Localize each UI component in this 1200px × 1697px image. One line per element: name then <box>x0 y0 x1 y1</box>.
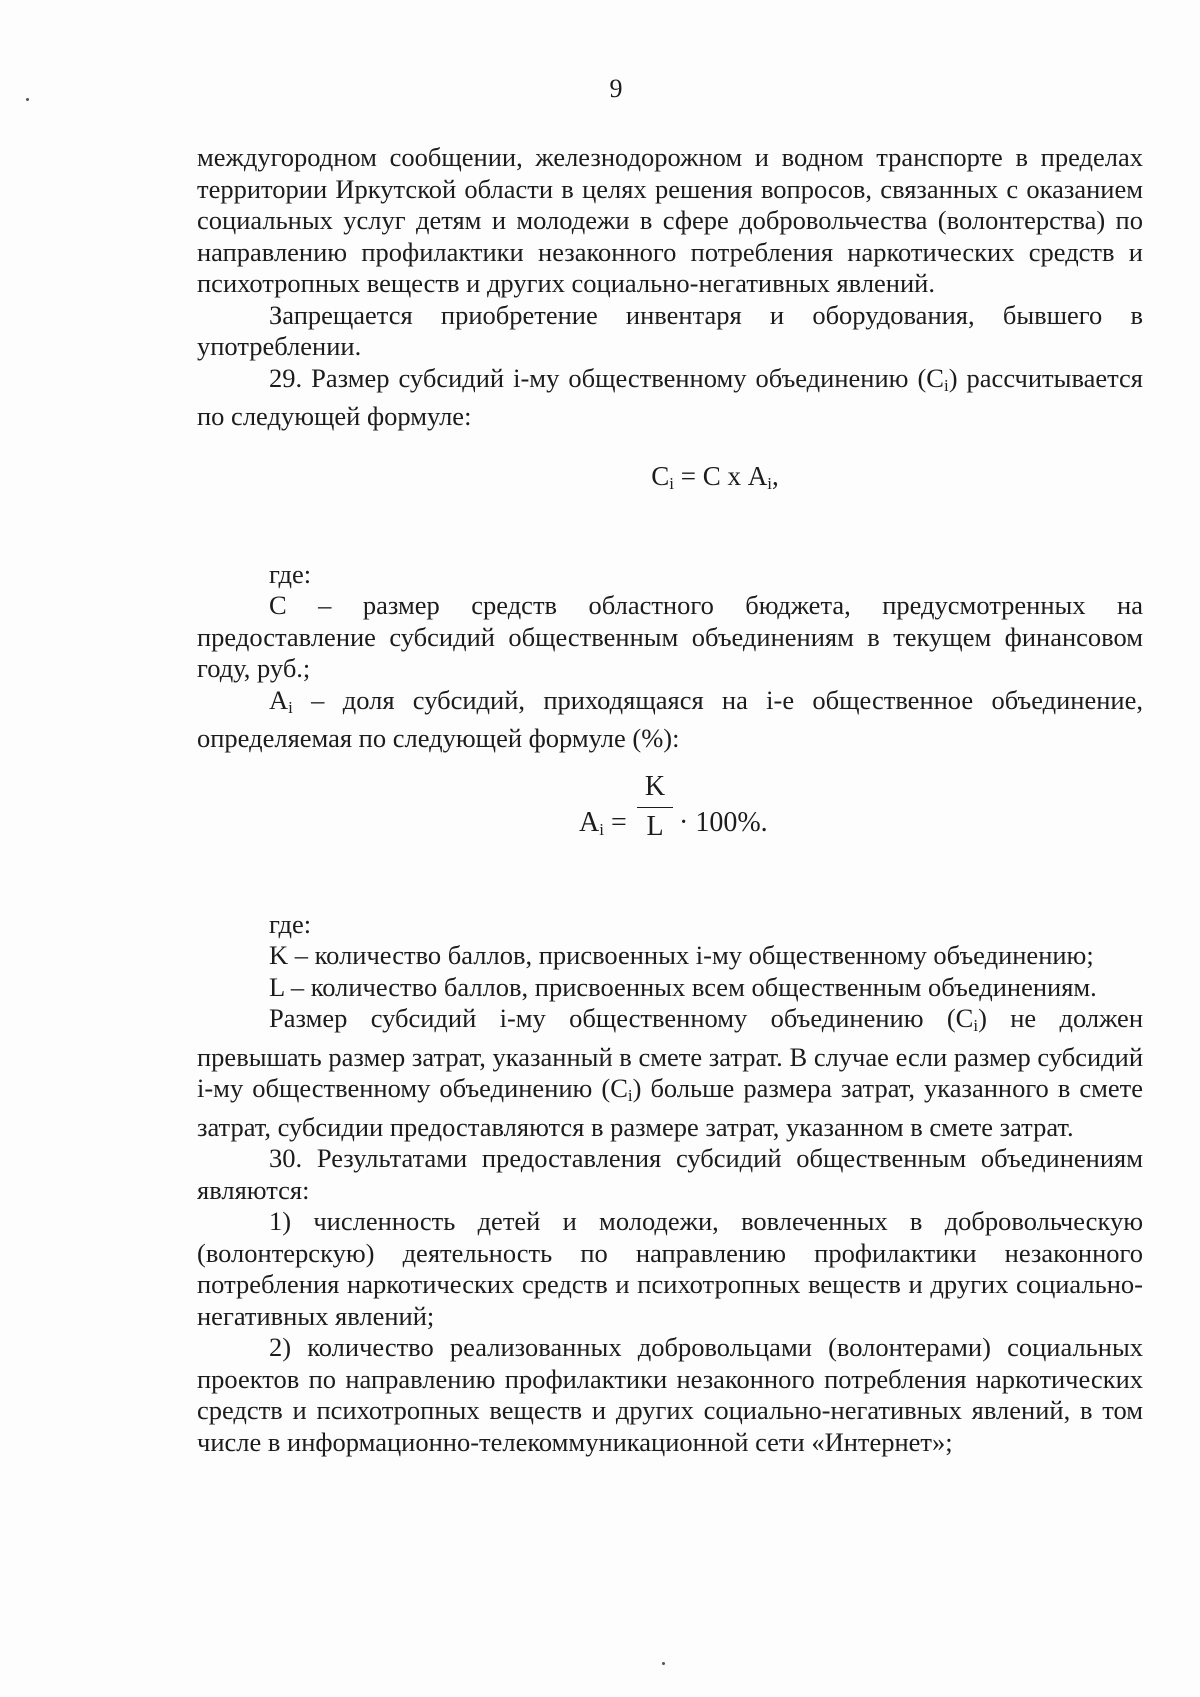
formula2-denominator: L <box>646 810 664 842</box>
formula1-mid: = С х А <box>674 460 768 491</box>
paragraph-transport: междугородном сообщении, железнодорожном и водном транспорте в пределах территории Иркутской области в целях решения вопросов, связанных с оказанием социальных услуг детям и молодежи в сфере добровольчества (волонтерства) по направлению профилактики незаконного потребления наркотических средств и психотропных веществ и других социально-негативных явлений. <box>197 142 1143 298</box>
scan-speck <box>662 1662 665 1665</box>
paragraph-limit <box>197 1003 1143 1143</box>
formula2-sub: i <box>599 819 604 839</box>
formula1-c: С <box>651 460 670 491</box>
result-item-1: 1) численность детей и молодежи, вовлеченных в добровольческую (волонтерскую) деятельность по направлению профилактики незаконного потребления наркотических средств и психотропных веществ и других социально-негативных явлений; <box>197 1206 1143 1331</box>
paragraph-prohibition: Запрещается приобретение инвентаря и оборудования, бывшего в употреблении. <box>197 299 1143 361</box>
formula-share <box>197 771 1143 883</box>
limit-sub1: i <box>973 1016 979 1035</box>
p29-text-a: 29. Размер субсидий i-му общественному объединению (С <box>269 362 944 393</box>
document-body <box>197 142 1143 1458</box>
formula2-lhs <box>579 807 627 846</box>
formula2-a: А <box>579 806 600 838</box>
paragraph-a-definition <box>197 685 1143 755</box>
limit-b: ) не должен превышать размер затрат, указанный в смете затрат. В случае если размер субсидий i-му общественному объединению (С <box>197 1003 1144 1103</box>
pa-letter: А <box>269 684 289 715</box>
formula2-rhs: · 100%. <box>679 806 768 838</box>
limit-a: Размер субсидий i-му общественному объединению (С <box>269 1003 974 1033</box>
where-label-1: где: <box>269 558 312 589</box>
fraction-bar <box>637 807 673 808</box>
result-item-2: 2) количество реализованных добровольцами (волонтерами) социальных проектов по направлению профилактики незаконного потребления наркотических средств и психотропных веществ и других социально-негативных явлений, в том числе в информационно-телекоммуникационной сети «Интернет»; <box>197 1332 1143 1457</box>
paragraph-30: 30. Результатами предоставления субсидий общественным объединениям являются: <box>197 1143 1143 1205</box>
formula1-end: , <box>771 460 779 491</box>
paragraph-c-definition: С – размер средств областного бюджета, предусмотренных на предоставление субсидий общественным объединениям в текущем финансовом году, руб.; <box>197 590 1143 683</box>
formula2-eq: = <box>603 806 627 838</box>
pa-rest: – доля субсидий, приходящаяся на i-е общественное объединение, определяемая по следующей формуле (%): <box>197 684 1143 753</box>
p29-sub: i <box>943 375 949 395</box>
page-number: 9 <box>609 74 623 103</box>
limit-c: ) больше размера затрат, указанного в смете затрат, субсидии предоставляются в размере затрат, указанном в смете затрат. <box>197 1073 1143 1142</box>
formula1-sub: i <box>669 473 675 493</box>
formula2-numerator: K <box>644 770 666 802</box>
paragraph-l-definition: L – количество баллов, присвоенных всем общественным объединениям. <box>269 971 1097 1002</box>
pa-sub: i <box>288 697 293 717</box>
formula1-sub2: i <box>767 473 772 493</box>
paragraph-k-definition: K – количество баллов, присвоенных i-му общественному объединению; <box>269 940 1094 970</box>
scan-speck <box>26 98 29 101</box>
limit-sub2: i <box>627 1086 633 1105</box>
paragraph-29 <box>197 363 1143 433</box>
formula-subsidy <box>197 461 1143 521</box>
formula2-fraction <box>637 771 673 844</box>
p29-text-b: ) рассчитывается по следующей формуле: <box>197 362 1143 431</box>
where-label-2: где: <box>269 908 312 939</box>
